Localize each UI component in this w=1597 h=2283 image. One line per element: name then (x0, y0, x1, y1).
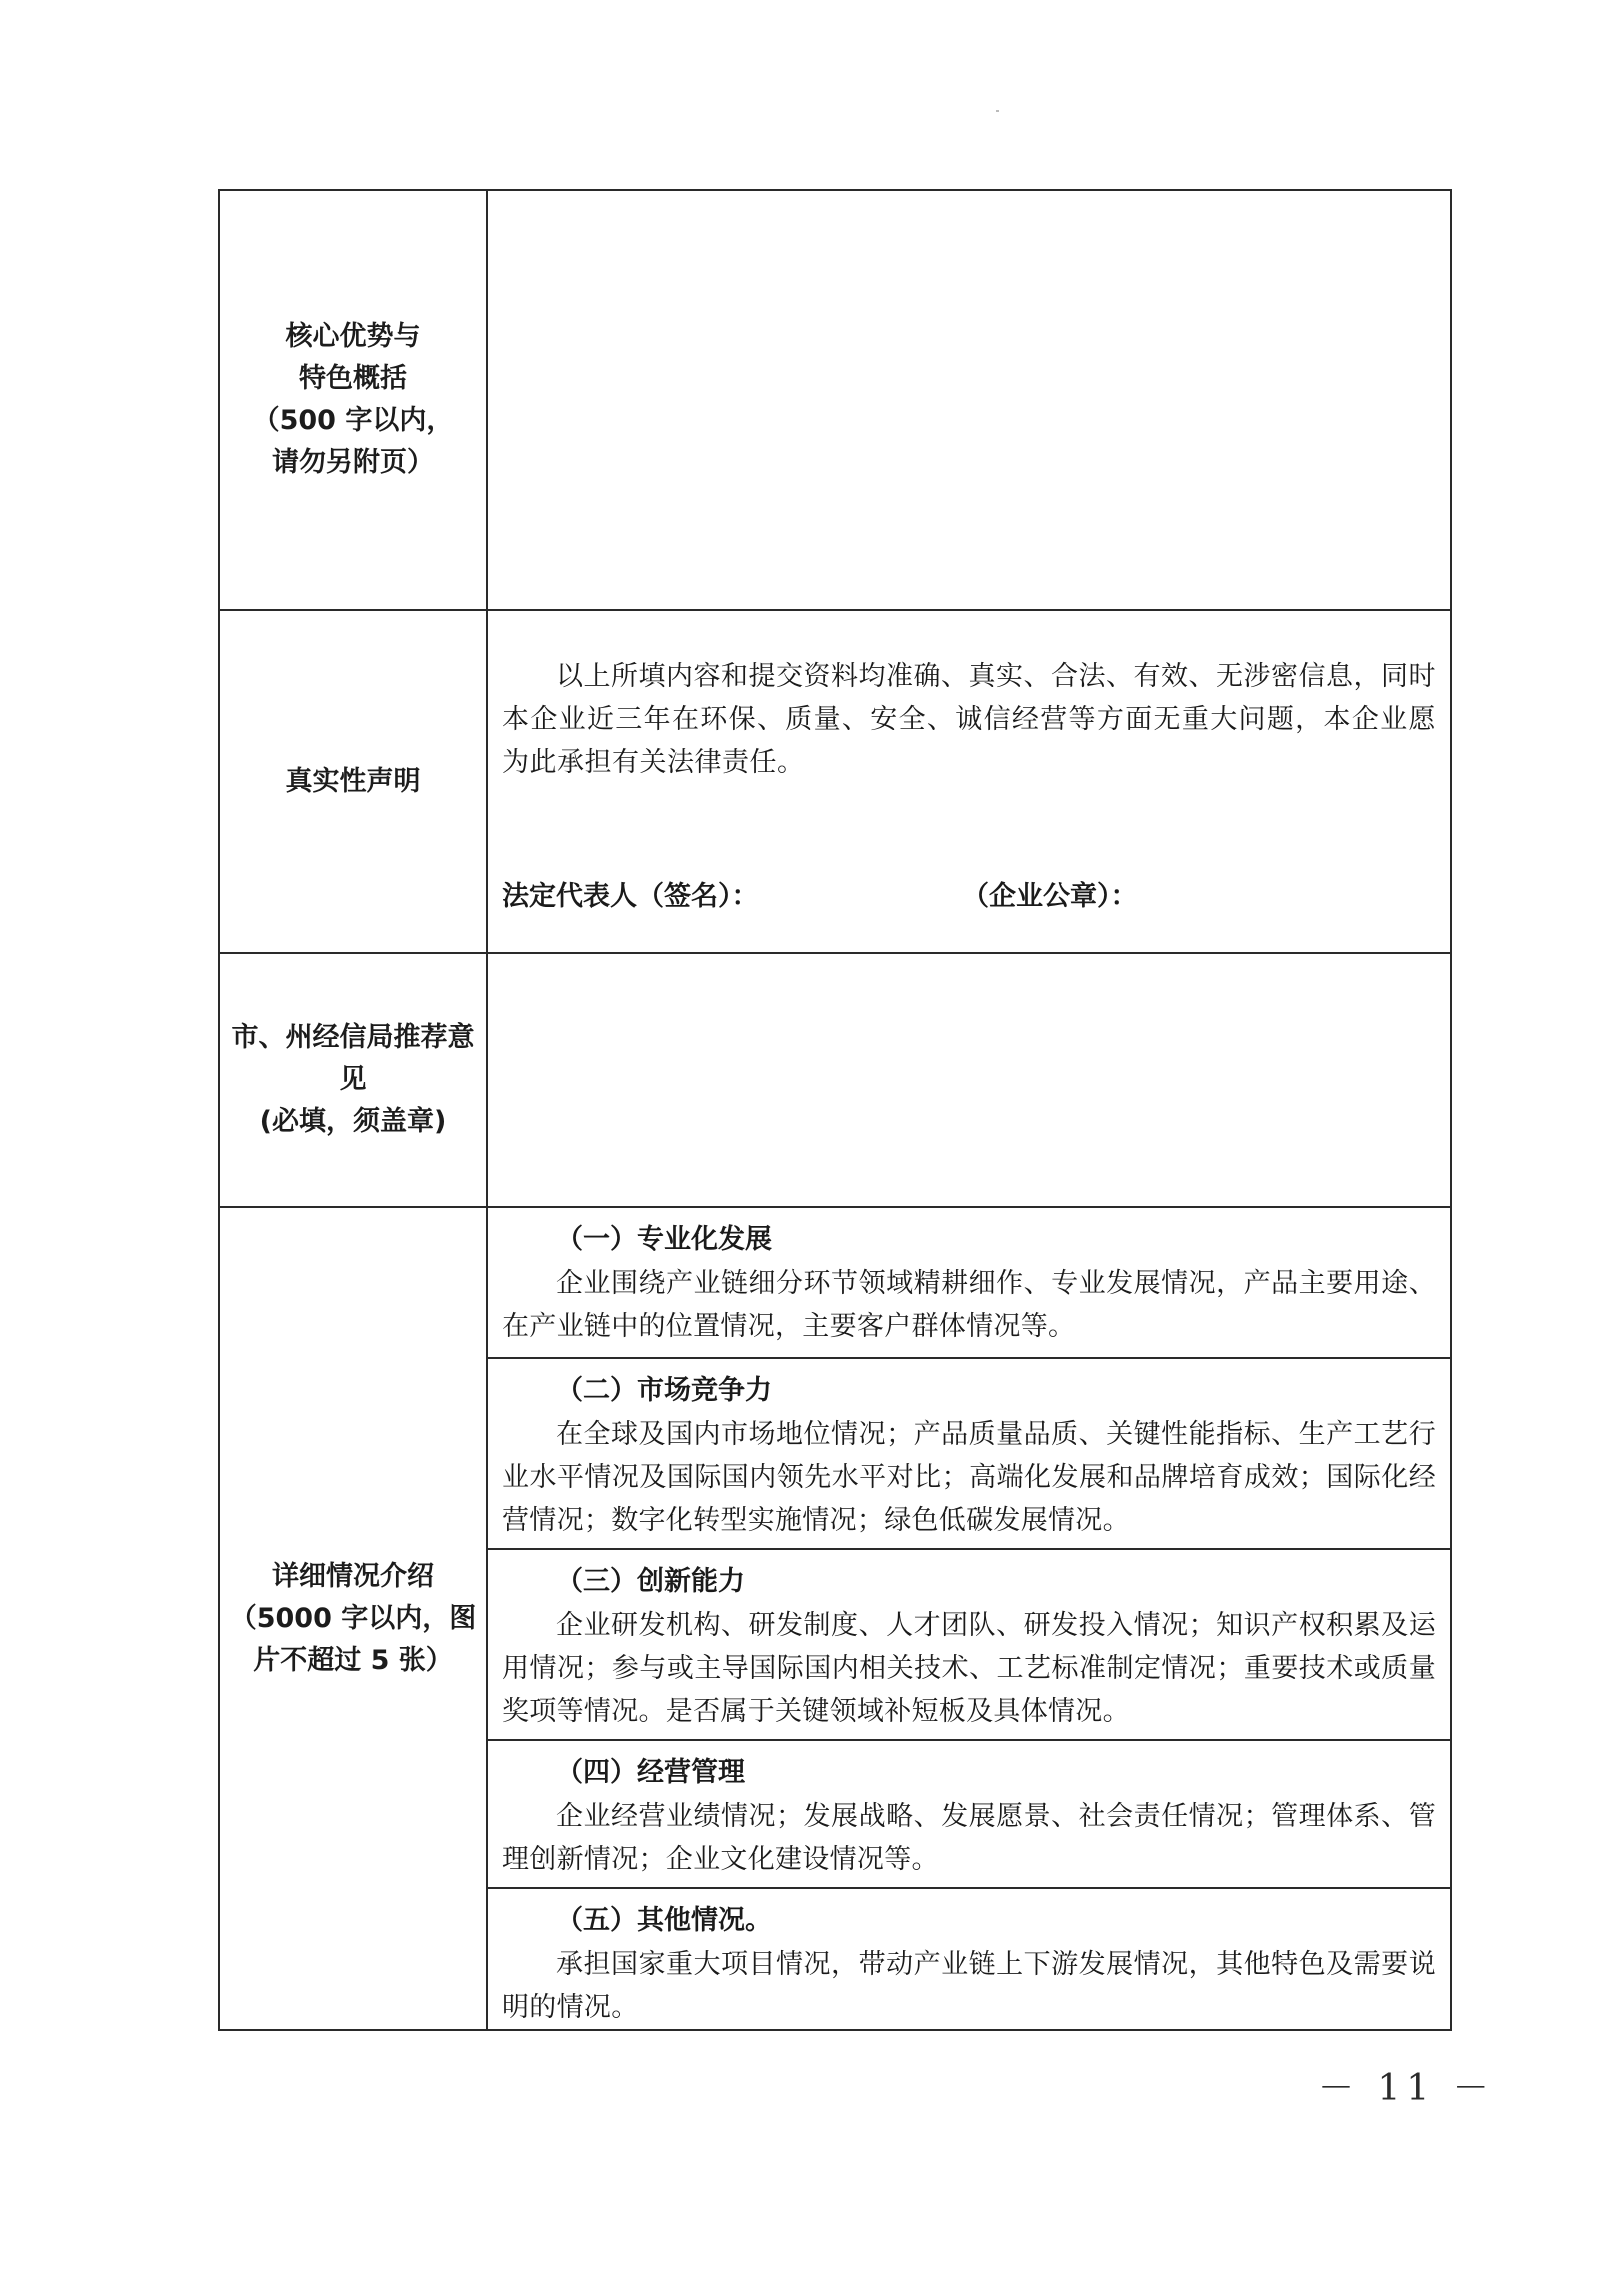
core-advantage-row (219, 190, 1451, 610)
detail-label-line-3: 片不超过 5 张） (253, 1644, 453, 1676)
recommendation-row (219, 953, 1451, 1207)
detail-section-body: 在全球及国内市场地位情况；产品质量品质、关键性能指标、生产工艺行业水平情况及国际国内领先水平对比；高端化发展和品牌培育成效；国际化经营情况；数字化转型实施情况；绿色低碳发展情况。 (502, 1419, 1436, 1536)
core-label-line-1: 核心优势与 (285, 321, 421, 352)
declaration-label (219, 610, 487, 953)
recommendation-label-line-3: (必填，须盖章) (259, 1106, 447, 1137)
detail-section-heading: （四）经营管理 (556, 1757, 745, 1788)
recommendation-label-line-2: 见 (339, 1064, 367, 1095)
detail-section-heading: （二）市场竞争力 (556, 1375, 772, 1406)
core-advantage-input-area[interactable] (487, 190, 1451, 610)
detail-section-body: 承担国家重大项目情况，带动产业链上下游发展情况，其他特色及需要说明的情况。 (502, 1949, 1436, 2023)
declaration-row (219, 610, 1451, 953)
detail-row-1 (219, 1207, 1451, 1358)
core-label-line-3: （500 字以内， (252, 405, 454, 436)
core-label-line-4: 请勿另附页） (272, 447, 434, 478)
detail-label-line-2: （5000 字以内，图 (229, 1602, 477, 1634)
declaration-label-text: 真实性声明 (285, 765, 421, 797)
detail-section-body: 企业经营业绩情况；发展战略、发展愿景、社会责任情况；管理体系、管理创新情况；企业文化建设情况等。 (502, 1801, 1436, 1875)
core-advantage-label (219, 190, 487, 610)
detail-label-line-1: 详细情况介绍 (272, 1560, 434, 1592)
detail-section-other[interactable] (487, 1888, 1451, 2030)
core-label-line-2: 特色概括 (299, 363, 407, 394)
detail-section-heading: （三）创新能力 (556, 1566, 745, 1597)
detail-section-body: 企业围绕产业链细分环节领域精耕细作、专业发展情况，产品主要用途、在产业链中的位置情况，主要客户群体情况等。 (502, 1268, 1436, 1342)
detail-section-competitiveness[interactable] (487, 1358, 1451, 1549)
recommendation-label (219, 953, 487, 1207)
recommendation-label-line-1: 市、州经信局推荐意 (231, 1022, 475, 1053)
recommendation-input-area[interactable] (487, 953, 1451, 1207)
declaration-text: 以上所填内容和提交资料均准确、真实、合法、有效、无涉密信息，同时本企业近三年在环保、质量、安全、诚信经营等方面无重大问题，本企业愿为此承担有关法律责任。 (502, 661, 1436, 778)
detail-section-innovation[interactable] (487, 1549, 1451, 1740)
declaration-content (487, 610, 1451, 953)
detail-label (219, 1207, 487, 2030)
signature-field-label[interactable]: 法定代表人（签名）： (502, 881, 759, 912)
seal-field-label[interactable]: （企业公章）： (962, 881, 1138, 912)
detail-section-specialization[interactable] (487, 1207, 1451, 1358)
detail-section-management[interactable] (487, 1740, 1451, 1888)
detail-section-heading: （一）专业化发展 (556, 1224, 772, 1255)
detail-section-heading: （五）其他情况。 (556, 1905, 772, 1936)
page-number: － 11 － (1318, 2068, 1495, 2109)
scan-speck (996, 110, 999, 112)
application-form-table (218, 189, 1452, 2031)
detail-section-body: 企业研发机构、研发制度、人才团队、研发投入情况；知识产权积累及运用情况；参与或主导国际国内相关技术、工艺标准制定情况；重要技术或质量奖项等情况。是否属于关键领域补短板及具体情况。 (502, 1610, 1436, 1727)
